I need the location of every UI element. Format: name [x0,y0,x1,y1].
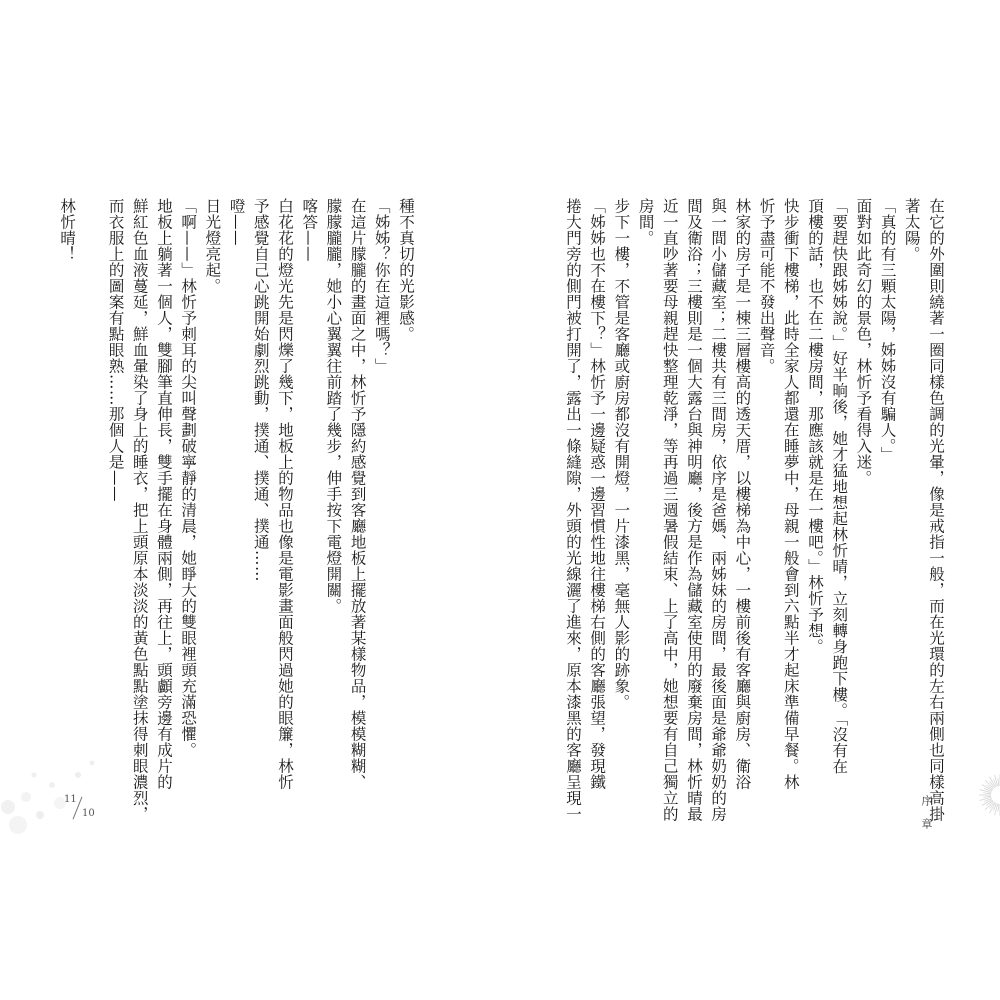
text-line: 間及衛浴；三樓則是一個大露台與神明廳，後方是作為儲藏室使用的廢棄房間，林忻晴最 [684,198,703,822]
text-line: 喀答—— [300,198,319,262]
text-line: 而衣服上的圖案有點眼熟……那個人是—— [106,198,125,502]
text-line: 地板上躺著一個人，雙腳筆直伸長，雙手擺在身體兩側，再往上，頭顱旁邊有成片的 [154,198,173,790]
text-line: 面對如此奇幻的景色，林忻予看得入迷。 [854,198,873,486]
text-line: 在它的外圍則繞著一圈同樣色調的光暈，像是戒指一般，而在光環的左右兩側也同樣高掛 [927,198,945,822]
text-line: 予感覺自己心跳開始劇烈跳動，撲通、撲通、撲通…… [251,198,270,582]
sun-ray [980,797,992,800]
text-line: 著太陽。 [902,198,921,262]
text-line: 捲大門旁的側門被打開了，露出一條縫隙，外頭的光線灑了進來，原本漆黑的客廳呈現一 [563,198,582,822]
text-line: 頂樓的話，也不在二樓房間，那應該就是在一樓吧。」林忻予想。 [805,198,824,655]
text-line: 「真的有三顆太陽，姊姊沒有騙人。」 [878,198,897,463]
sun-ray [998,778,999,786]
text-line: 快步衝下樓梯，此時全家人都還在睡夢中，母親一般會到六點半才起床準備早餐。林 [781,198,800,790]
sun-ray [983,796,991,797]
text-line: 噔—— [227,198,246,246]
chapter-label: 序章 [920,795,933,841]
sun-ray-decoration-icon [952,765,1000,825]
text-line: 白花花的燈光先是閃爍了幾下，地板上的物品也像是電影畫面般閃過她的眼簾，林忻 [275,198,294,790]
sun-ray [998,804,999,812]
text-line: 種不真切的光影感。 [397,198,415,342]
left-page-text [55,198,418,838]
text-line: 日光燈亮起。 [203,198,222,294]
text-line: 朦朦朧朧，她小心翼翼往前踏了幾步，伸手按下電燈開關。 [324,198,343,614]
sun-ray [980,790,992,793]
text-line: 「啊——」林忻予刺耳的尖叫聲劃破寧靜的清晨，她睜大的雙眼裡頭充滿恐懼。 [179,198,198,758]
text-line: 房間。 [636,198,655,246]
right-page-text [561,198,948,838]
sun-ray [983,793,991,794]
text-line: 「要趕快跟姊姊說。」好半晌後，她才猛地想起林忻晴，立刻轉身跑下樓。「沒有在 [830,198,849,775]
text-line: 林家的房子是一棟三層樓高的透天厝，以樓梯為中心，一樓前後有客廳與廚房、衛浴 [733,198,752,790]
page-number-odd: 11 [64,794,77,805]
text-line: 「姊姊？你在這裡嗎？」 [372,198,391,374]
text-line: 「姊姊也不在樓下？」林忻予一邊疑惑一邊習慣性地往樓梯右側的客廳張望，發現鐵 [588,198,607,790]
text-line: 林忻晴！ [58,198,77,262]
text-line: 近一直吵著要母親趕快整理乾淨，等再過三週暑假結束、上了高中，她想要有自己獨立的 [660,198,679,822]
text-line: 鮮紅色血液蔓延，鮮血暈染了身上的睡衣，把上頭原本淡淡的黃色點點塗抹得刺眼濃烈， [130,198,149,822]
text-line [79,198,103,838]
page-number [62,794,102,822]
sun-ray [995,804,998,816]
page-number-even: 10 [82,808,95,819]
text-line: 忻予盡可能不發出聲音。 [757,198,776,374]
right-page [500,0,1000,1000]
text-line: 在這片朦朧的畫面之中，林忻予隱約感覺到客廳地板上擺放著某樣物品，模模糊糊、 [348,198,367,790]
text-line: 與一間小儲藏室；二樓共有三間房，依序是爸媽、兩姊妹的房間，最後面是爺爺奶奶的房 [709,198,728,822]
text-line: 步下一樓，不管是客廳或廚房都沒有開燈，一片漆黑，毫無人影的跡象。 [612,198,631,710]
sun-ray [995,775,998,787]
